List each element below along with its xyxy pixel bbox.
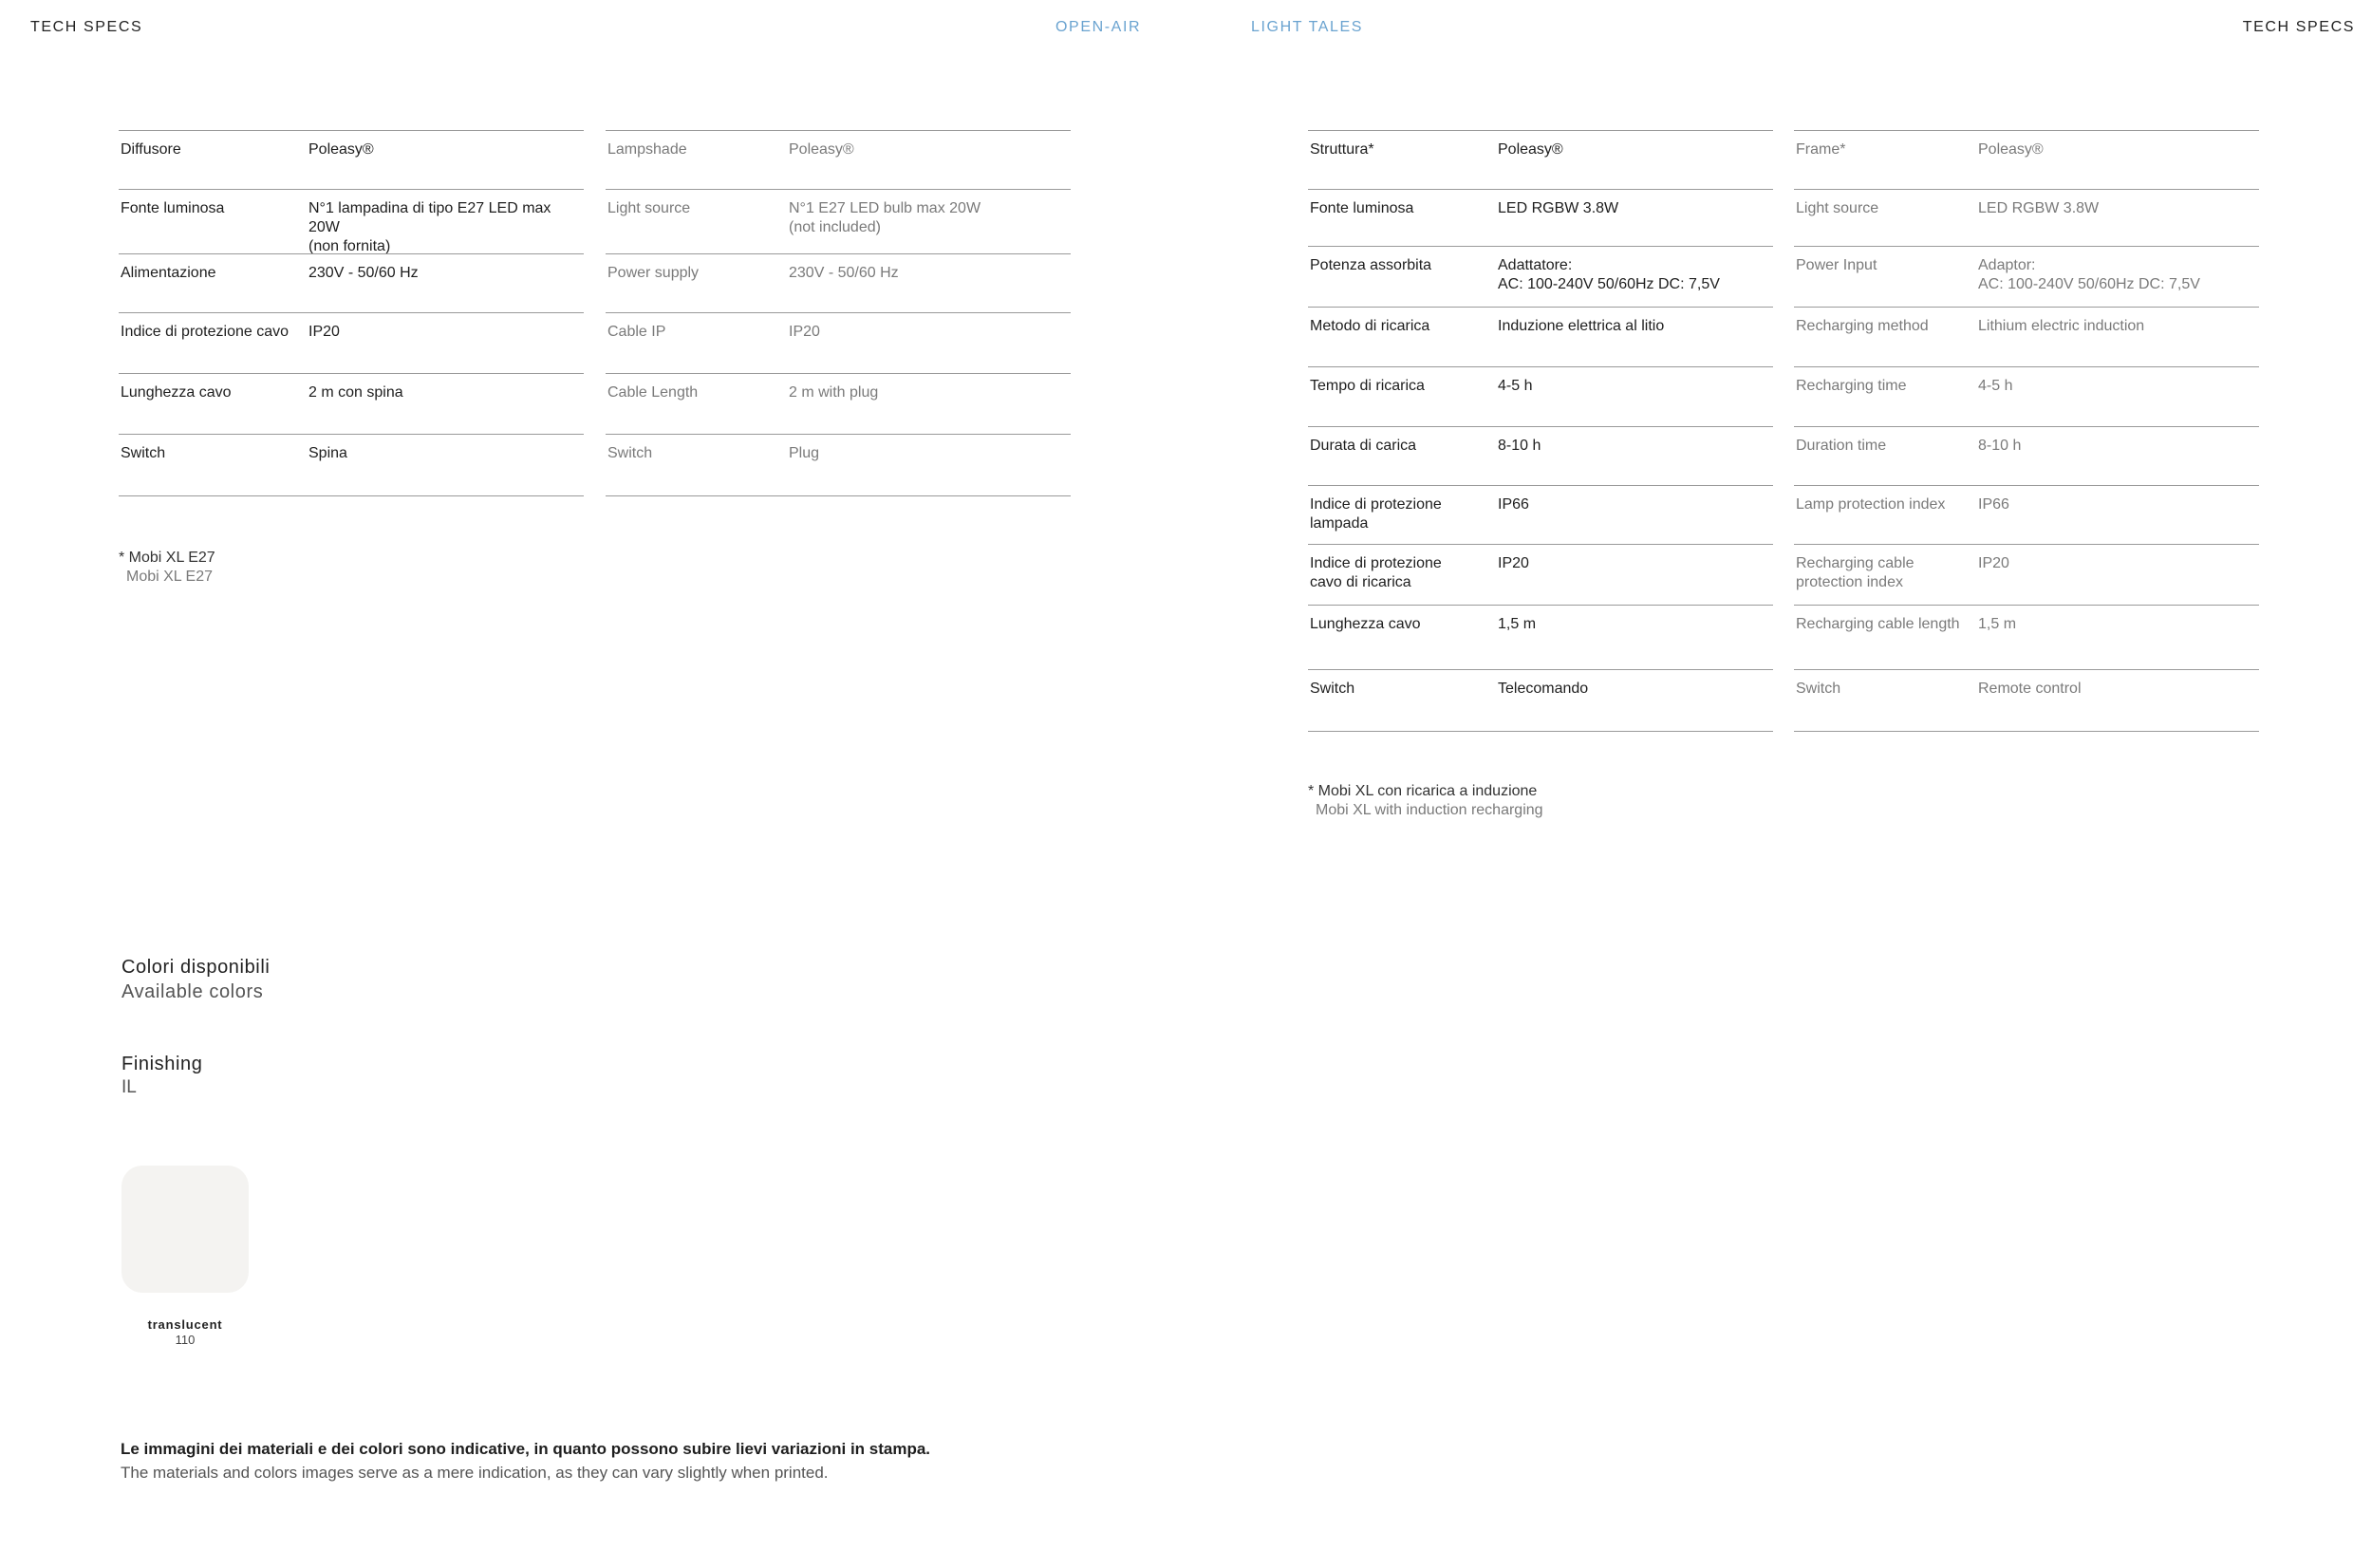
finishing-title: Finishing: [121, 1054, 203, 1074]
spec-label: Power Input: [1796, 257, 1877, 273]
spec-label: Switch: [1796, 681, 1841, 697]
spec-row: [119, 434, 584, 496]
spec-value: Poleasy®: [789, 141, 854, 158]
spec-value: Poleasy®: [1498, 141, 1563, 158]
spec-row: [1794, 246, 2259, 307]
spec-label: Recharging time: [1796, 378, 1907, 394]
spec-value: IP20: [789, 324, 820, 340]
spec-row: [119, 373, 584, 434]
disclaimer-italian: Le immagini dei materiali e dei colori sono indicative, in quanto possono subire lievi variazioni in stampa.: [121, 1440, 931, 1458]
spec-value: Poleasy®: [1978, 141, 2044, 158]
spec-label: Fonte luminosa: [121, 200, 225, 216]
spec-label: Recharging cable protection index: [1796, 555, 1914, 590]
spec-value: LED RGBW 3.8W: [1498, 200, 1619, 216]
spec-value: 1,5 m: [1498, 616, 1537, 632]
spec-row: [119, 130, 584, 189]
spec-row: [1794, 189, 2259, 246]
colors-heading-english: Available colors: [121, 981, 264, 1002]
footnote-left-english: Mobi XL E27: [126, 569, 214, 585]
spec-value: IP20: [308, 324, 340, 340]
spec-value: Remote control: [1978, 681, 2082, 697]
footnote-right-english: Mobi XL with induction recharging: [1316, 802, 1543, 818]
spec-row: [1308, 366, 1773, 426]
spec-label: Switch: [607, 445, 653, 461]
spec-value: Poleasy®: [308, 141, 374, 158]
spec-label: Cable Length: [607, 384, 699, 401]
spec-value: 1,5 m: [1978, 616, 2017, 632]
spec-label: Power supply: [607, 265, 700, 281]
footnote-left: [119, 549, 215, 587]
spec-row: [1308, 307, 1773, 366]
spec-label: Lunghezza cavo: [1310, 616, 1421, 632]
spec-label: Cable IP: [607, 324, 666, 340]
spec-row: [1794, 544, 2259, 605]
spec-label: Struttura*: [1310, 141, 1374, 158]
spec-row: [1308, 485, 1773, 544]
footnote-right: [1308, 782, 1543, 820]
spec-label: Potenza assorbita: [1310, 257, 1432, 273]
spec-value: 2 m with plug: [789, 384, 879, 401]
swatch-code: 110: [175, 1333, 196, 1347]
header-left-title: TECH SPECS: [30, 19, 143, 35]
spec-row: [1794, 426, 2259, 485]
disclaimer-english: The materials and colors images serve as a mere indication, as they can vary slightly when printed.: [121, 1464, 829, 1482]
spec-row: [1308, 189, 1773, 246]
spec-label: Recharging cable length: [1796, 616, 1960, 632]
spec-value: Spina: [308, 445, 347, 461]
spec-row: [1308, 246, 1773, 307]
spec-value: 230V - 50/60 Hz: [789, 265, 899, 281]
spec-label: Switch: [121, 445, 166, 461]
spec-value: IP20: [1978, 555, 2009, 571]
spec-value: Lithium electric induction: [1978, 318, 2145, 334]
spec-value: 4-5 h: [1978, 378, 2013, 394]
header-right-title: TECH SPECS: [2242, 19, 2355, 35]
color-swatch-translucent[interactable]: [121, 1166, 249, 1293]
spec-value: IP20: [1498, 555, 1529, 571]
spec-row: [1308, 544, 1773, 605]
header-nav-light-tales[interactable]: LIGHT TALES: [1251, 19, 1364, 35]
spec-label: Diffusore: [121, 141, 181, 158]
finishing-code: IL: [121, 1077, 137, 1097]
spec-row: [1308, 130, 1773, 189]
spec-value: 8-10 h: [1498, 438, 1541, 454]
spec-value: IP66: [1978, 496, 2009, 513]
spec-row: [119, 189, 584, 253]
spec-label: Light source: [1796, 200, 1879, 216]
spec-row: [606, 434, 1071, 496]
spec-label: Light source: [607, 200, 691, 216]
spec-value: IP66: [1498, 496, 1529, 513]
colors-heading-italian: Colori disponibili: [121, 957, 271, 978]
spec-row: [606, 373, 1071, 434]
spec-row: [1794, 130, 2259, 189]
spec-label: Switch: [1310, 681, 1355, 697]
spec-label: Metodo di ricarica: [1310, 318, 1430, 334]
header-nav-open-air[interactable]: OPEN-AIR: [1055, 19, 1142, 35]
spec-value: Plug: [789, 445, 820, 461]
spec-row: [1308, 426, 1773, 485]
spec-label: Alimentazione: [121, 265, 216, 281]
spec-label: Lampshade: [607, 141, 687, 158]
spec-table-right-english: [1794, 130, 2259, 732]
spec-label: Recharging method: [1796, 318, 1929, 334]
spec-value: 230V - 50/60 Hz: [308, 265, 419, 281]
spec-label: Lunghezza cavo: [121, 384, 232, 401]
spec-row: [1794, 366, 2259, 426]
spec-value: Induzione elettrica al litio: [1498, 318, 1665, 334]
spec-row: [1794, 669, 2259, 732]
spec-value: Adaptor: AC: 100-240V 50/60Hz DC: 7,5V: [1978, 257, 2200, 292]
spec-row: [1794, 605, 2259, 669]
swatch-name: translucent: [147, 1317, 223, 1332]
spec-value: 4-5 h: [1498, 378, 1533, 394]
spec-row: [1308, 605, 1773, 669]
spec-value: LED RGBW 3.8W: [1978, 200, 2100, 216]
spec-row: [119, 312, 584, 373]
spec-row: [606, 130, 1071, 189]
spec-row: [606, 253, 1071, 312]
footnote-right-italian: * Mobi XL con ricarica a induzione: [1308, 783, 1538, 799]
spec-label: Lamp protection index: [1796, 496, 1946, 513]
spec-row: [1308, 669, 1773, 732]
spec-label: Durata di carica: [1310, 438, 1417, 454]
spec-value: 8-10 h: [1978, 438, 2022, 454]
spec-label: Fonte luminosa: [1310, 200, 1414, 216]
spec-row: [1794, 307, 2259, 366]
spec-label: Tempo di ricarica: [1310, 378, 1425, 394]
footnote-left-italian: * Mobi XL E27: [119, 550, 215, 566]
spec-label: Frame*: [1796, 141, 1846, 158]
spec-row: [606, 312, 1071, 373]
spec-label: Indice di protezione cavo di ricarica: [1310, 555, 1442, 590]
spec-label: Indice di protezione cavo: [121, 324, 289, 340]
spec-value: 2 m con spina: [308, 384, 403, 401]
spec-label: Indice di protezione lampada: [1310, 496, 1442, 532]
spec-label: Duration time: [1796, 438, 1887, 454]
spec-value: N°1 E27 LED bulb max 20W (not included): [789, 200, 981, 235]
spec-row: [606, 189, 1071, 253]
spec-value: N°1 lampadina di tipo E27 LED max 20W (non fornita): [308, 200, 551, 254]
spec-row: [1794, 485, 2259, 544]
spec-row: [119, 253, 584, 312]
spec-table-left-english: [606, 130, 1071, 496]
spec-value: Adattatore: AC: 100-240V 50/60Hz DC: 7,5V: [1498, 257, 1720, 292]
spec-table-right-italian: [1308, 130, 1773, 732]
spec-table-left-italian: [119, 130, 584, 496]
spec-value: Telecomando: [1498, 681, 1589, 697]
